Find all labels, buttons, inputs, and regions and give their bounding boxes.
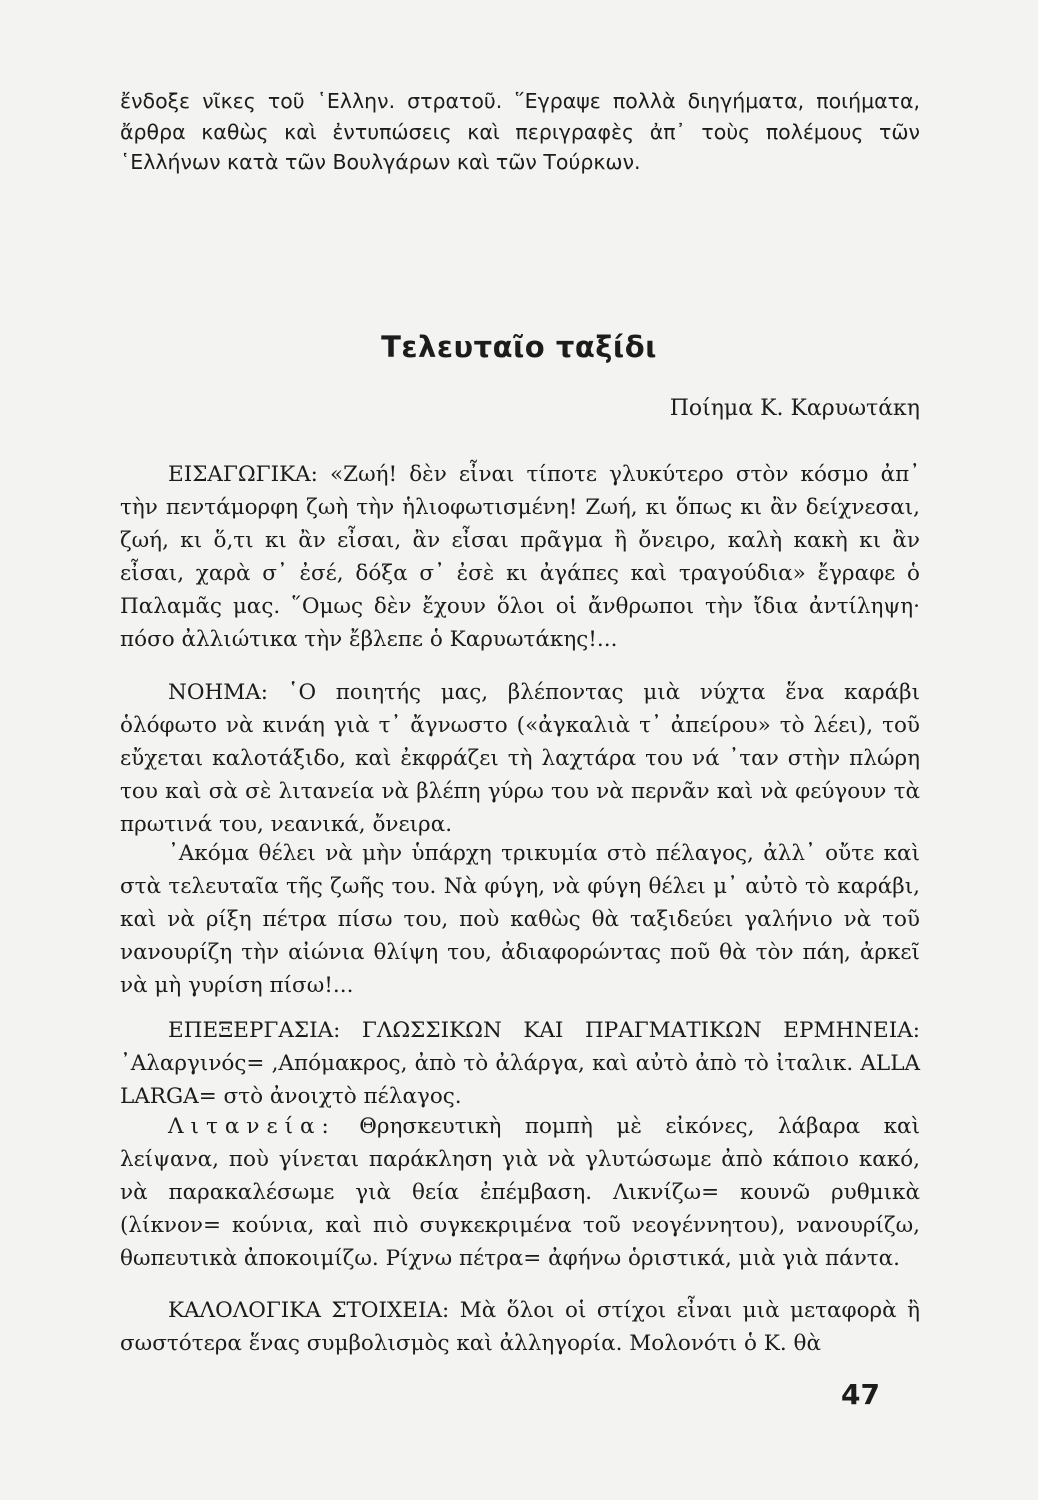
litaneia-paragraph	[120, 1110, 920, 1275]
noima-paragraph-2: ᾿Ακόμα θέλει νὰ μὴν ὑπάρχη τρικυμία στὸ πέλαγος, ἀλλ᾿ οὔτε καὶ στὰ τελευταῖα τῆς ζωῆς του. Νὰ φύγη, νὰ φύγη θέλει μ᾿ αὐτὸ τὸ καράβι, καὶ νὰ ρίξη πέτρα πίσω του, ποὺ καθὼς θὰ ταξιδεύει γαλήνιο νὰ τοῦ νανουρίζη τὴν αἰώνια θλίψη του, ἀδιαφορώντας ποῦ θὰ τὸν πάη, ἀρκεῖ νὰ μὴ γυρίση πίσω!...	[120, 841, 920, 998]
epexergasia-text: ᾿Αλαργινός= ,Απόμακρος, ἀπὸ τὸ ἀλάργα, καὶ αὐτὸ ἀπὸ τὸ ἰταλικ. ALLA LARGA= στὸ ἀνοιχτὸ πέλαγος.	[120, 1051, 920, 1109]
eisagogika-paragraph	[120, 458, 920, 656]
epexergasia-label: ΕΠΕΞΕΡΓΑΣΙΑ: ΓΛΩΣΣΙΚΩΝ ΚΑΙ ΠΡΑΓΜΑΤΙΚΩΝ ΕΡΜΗΝΕΙΑ:	[168, 1018, 920, 1043]
kalologika-text: Μὰ ὅλοι οἱ στίχοι εἶναι μιὰ μεταφορὰ ἢ σωστότερα ἕνας συμβολισμὸς καὶ ἀλληγορία. Μολονότι ὁ Κ. θὰ	[120, 1298, 920, 1356]
kalologika-paragraph	[120, 1294, 920, 1360]
noima-paragraph	[120, 676, 920, 841]
litaneia-term: Λιτανεία:	[168, 1114, 336, 1139]
poem-byline: Ποίημα Κ. Καρυωτάκη	[669, 396, 920, 421]
noima-text: ῾Ο ποιητής μας, βλέποντας μιὰ νύχτα ἕνα καράβι ὁλόφωτο νὰ κινάη γιὰ τ᾿ ἄγνωστο («ἀγκαλιὰ τ᾿ ἀπείρου» τὸ λέει), τοῦ εὔχεται καλοτάξιδο, καὶ ἐκφράζει τὴ λαχτάρα του νά ᾿ταν στὴν πλώρη του καὶ σὰ σὲ λιτανεία νὰ βλέπη γύρω του νὰ περνᾶν καὶ νὰ φεύγουν τὰ πρωτινά του, νεανικά, ὄνειρα.	[120, 680, 920, 837]
litaneia-text: Θρησκευτικὴ πομπὴ μὲ εἰκόνες, λάβαρα καὶ λείψανα, ποὺ γίνεται παράκληση γιὰ νὰ γλυτώσωμε ἀπὸ κάποιο κακό, νὰ παρακαλέσωμε γιὰ θεία ἐπέμβαση. Λικνίζω= κουνῶ ρυθμικὰ (λίκνον= κούνια, καὶ πιὸ συγκεκριμένα τοῦ νεογέννητου), νανουρίζω, θωπευτικὰ ἀποκοιμίζω. Ρίχνω πέτρα= ἀφήνω ὁριστικά, μιὰ γιὰ πάντα.	[120, 1114, 920, 1271]
intro-paragraph: ἔνδοξε νῖκες τοῦ ῾Ελλην. στρατοῦ. ῞Εγραψε πολλὰ διηγήματα, ποιήματα, ἄρθρα καθὼς καὶ ἐντυπώσεις καὶ περιγραφὲς ἀπ᾿ τοὺς πολέμους τῶν ῾Ελλήνων κατὰ τῶν Βουλγάρων καὶ τῶν Τούρκων.	[120, 89, 920, 174]
eisagogika-label: ΕΙΣΑΓΩΓΙΚΑ:	[168, 462, 318, 487]
poem-title: Τελευταῖο ταξίδι	[381, 330, 657, 364]
epexergasia-paragraph	[120, 1014, 920, 1113]
page-number: 47	[841, 1378, 880, 1411]
noima-label: ΝΟΗΜΑ:	[168, 680, 268, 705]
eisagogika-text: «Ζωή! δὲν εἶναι τίποτε γλυκύτερο στὸν κόσμο ἀπ᾿ τὴν πεντάμορφη ζωὴ τὴν ἡλιοφωτισμένη! Ζωή, κι ὅπως κι ἂν δείχνεσαι, ζωή, κι ὅ,τι κι ἂν εἶσαι, ἂν εἶσαι πρᾶγμα ἢ ὄνειρο, καλὴ κακὴ κι ἂν εἶσαι, χαρὰ σ᾿ ἐσέ, δόξα σ᾿ ἐσὲ κι ἀγάπες καὶ τραγούδια» ἔγραφε ὁ Παλαμᾶς μας. ῞Ομως δὲν ἔχουν ὅλοι οἱ ἄνθρωποι τὴν ἴδια ἀντίληψη· πόσο ἀλλιώτικα τὴν ἔβλεπε ὁ Καρυωτάκης!...	[120, 462, 920, 652]
kalologika-label: ΚΑΛΟΛΟΓΙΚΑ ΣΤΟΙΧΕΙΑ:	[168, 1298, 450, 1323]
